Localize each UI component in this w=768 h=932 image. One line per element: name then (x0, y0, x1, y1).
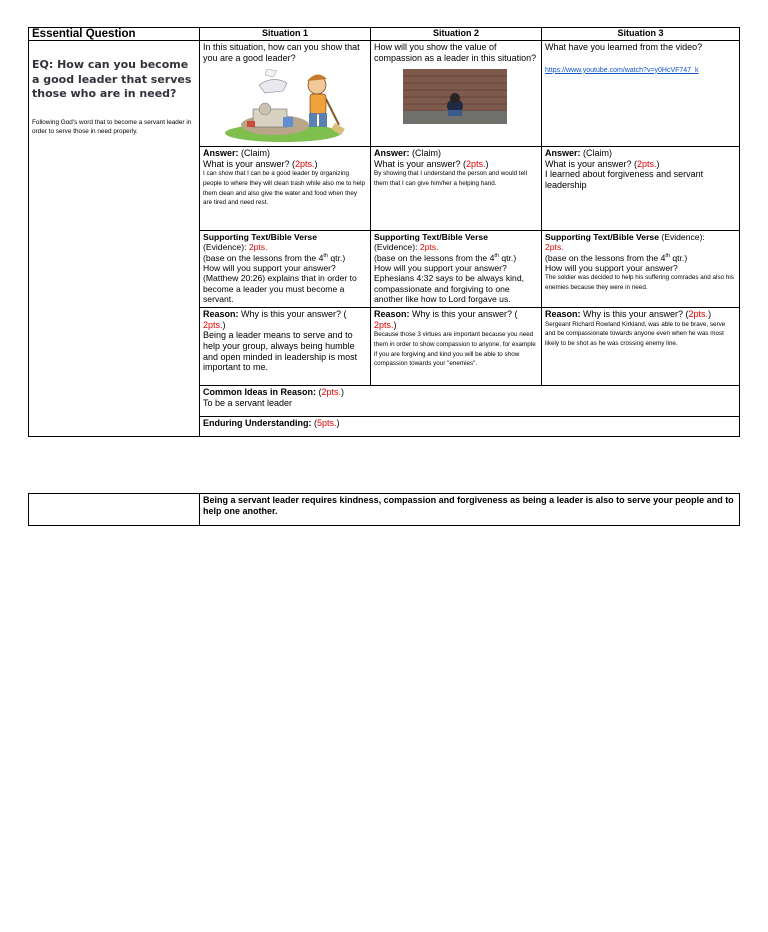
support-prompt: How will you support your answer? (545, 263, 678, 274)
support-label: Supporting Text/Bible Verse (374, 232, 488, 243)
situation-1-support: (Matthew 20:26) explains that in order to become a leader you must become a servant. (203, 273, 357, 304)
enduring-open: ( (311, 418, 317, 429)
reason-label: Reason: (203, 309, 239, 320)
points-badge: 2pts. (688, 309, 709, 320)
support-label: Supporting Text/Bible Verse (203, 232, 317, 243)
evidence-label: (Evidence): (658, 232, 705, 243)
cleanup-illustration (203, 65, 367, 145)
reason-prompt: Why is this your answer? ( (409, 309, 518, 320)
reason-prompt: Why is this your answer? ( (238, 309, 347, 320)
points-badge: 2pts. (466, 158, 486, 169)
situation-1-reason-cell (200, 308, 371, 386)
common-ideas-close: ) (341, 387, 345, 398)
sad-child-photo (374, 69, 538, 124)
common-ideas-cell (200, 386, 740, 417)
situation-2-answer: By showing that I understand the person and would tell them that I can give him/her a helping hand. (374, 170, 527, 187)
points-badge: 2pts. (248, 242, 268, 253)
answer-prompt: What is your answer? ( (374, 158, 467, 169)
answer-prompt-close: ) (656, 158, 660, 169)
enduring-understanding-answer-cell (200, 494, 740, 526)
situation-3-reason: Sergeant Richard Rowland Kirkland, was able to be brave, serve and be compassionate towards anyone even when he was most likely to be shot as he was crossing enemy line. (545, 320, 726, 347)
answer-prompt-close: ) (485, 158, 489, 169)
video-link[interactable]: https://www.youtube.com/watch?v=y0HcVF747_k (545, 66, 699, 74)
enduring-understanding-text: Being a servant leader requires kindness, compassion and forgiveness as being a leader is also to serve your people and to help one another. (203, 495, 734, 516)
situation-3-support: The soldier was decided to help his suffering comrades and also his enemies because they were in need. (545, 274, 734, 291)
points-badge: 2pts. (637, 158, 657, 169)
essential-question-header: Essential Question (29, 28, 200, 41)
enduring-understanding-table (28, 493, 740, 526)
blank-cell (29, 494, 200, 526)
base-lessons-sup: th (494, 252, 499, 259)
answer-prompt-close: ) (314, 158, 318, 169)
base-lessons-note-end: qtr.) (669, 252, 688, 263)
support-label: Supporting Text/Bible Verse (545, 232, 659, 243)
claim-label: (Claim) (580, 148, 613, 159)
common-ideas-text: To be a servant leader (203, 397, 293, 408)
answer-label: Answer: (374, 148, 410, 159)
base-lessons-note: (base on the lessons from the 4 (203, 252, 324, 263)
situation-2-support: Ephesians 4:32 says to be always kind, compassionate and forgiving to one another like how to Lord forgave us. (374, 273, 525, 304)
situation-1-question-cell (200, 41, 371, 147)
situation-2-question: How will you show the value of compassion as a leader in this situation? (374, 42, 537, 63)
answer-label: Answer: (203, 148, 239, 159)
situation-2-answer-cell (371, 147, 542, 231)
eq-title: EQ: How can you become a good leader that serves those who are in need? (32, 58, 192, 100)
reason-label: Reason: (545, 309, 581, 320)
points-badge: 2pts. (374, 319, 394, 330)
base-lessons-note-end: qtr.) (498, 252, 517, 263)
situation-2-reason: Because those 3 virtues are important because you need them in order to show compassion to anyone, for example if you are forgiving and kind you will be able to show compassion towards your "enemies". (374, 331, 536, 368)
common-ideas-label: Common Ideas in Reason: (203, 387, 317, 398)
base-lessons-sup: th (323, 252, 328, 259)
situation-3-reason-cell (542, 308, 740, 386)
reason-label: Reason: (374, 309, 410, 320)
situation-3-answer-cell (542, 147, 740, 231)
situation-3-header: Situation 3 (542, 28, 740, 41)
answer-prompt: What is your answer? ( (203, 158, 296, 169)
evidence-label: (Evidence): (374, 242, 420, 253)
evidence-label: (Evidence): (203, 242, 249, 253)
points-badge: 5pts. (317, 418, 337, 429)
base-lessons-note-end: qtr.) (327, 252, 346, 263)
eq-cell (29, 41, 200, 437)
points-badge: 2pts. (295, 158, 315, 169)
answer-prompt: What is your answer? ( (545, 158, 638, 169)
enduring-understanding-label: Enduring Understanding: (203, 418, 312, 429)
eq-note: Following God's word that to become a servant leader in order to serve those in need properly. (32, 118, 192, 135)
situation-1-answer-cell (200, 147, 371, 231)
points-badge: 2pts. (545, 242, 564, 253)
reason-prompt-close: ) (222, 319, 226, 330)
situation-1-header: Situation 1 (200, 28, 371, 41)
points-badge: 2pts. (321, 387, 342, 398)
claim-label: (Claim) (238, 148, 271, 159)
situation-3-question-cell (542, 41, 740, 147)
enduring-close: ) (336, 418, 340, 429)
situation-2-header: Situation 2 (371, 28, 542, 41)
claim-label: (Claim) (409, 148, 442, 159)
situation-1-support-cell (200, 231, 371, 308)
base-lessons-sup: th (665, 252, 670, 259)
points-badge: 2pts. (419, 242, 439, 253)
situation-3-question: What have you learned from the video? (545, 42, 703, 52)
situation-2-support-cell (371, 231, 542, 308)
situation-1-answer: I can show that I can be a good leader by organizing people to where they will clean trash while also me to help them clean and also give the water and food when they are tired and need rest. (203, 170, 366, 207)
situation-1-question: In this situation, how can you show that you are a good leader? (203, 42, 360, 63)
answer-label: Answer: (545, 148, 581, 159)
reason-prompt-close: ) (708, 309, 712, 320)
situation-1-reason: Being a leader means to serve and to help your group, always being humble and open minded in leadership is most important to me. (203, 330, 358, 373)
essential-question-table (28, 27, 740, 437)
support-prompt: How will you support your answer? (203, 263, 336, 274)
common-ideas-open: ( (316, 387, 322, 398)
support-prompt: How will you support your answer? (374, 263, 507, 274)
enduring-understanding-cell (200, 417, 740, 437)
base-lessons-note: (base on the lessons from the 4 (545, 252, 666, 263)
situation-2-reason-cell (371, 308, 542, 386)
situation-3-answer: I learned about forgiveness and servant leadership (545, 169, 704, 190)
situation-2-question-cell (371, 41, 542, 147)
reason-prompt-close: ) (393, 319, 397, 330)
reason-prompt: Why is this your answer? ( (580, 309, 689, 320)
points-badge: 2pts. (203, 319, 223, 330)
situation-3-support-cell (542, 231, 740, 308)
base-lessons-note: (base on the lessons from the 4 (374, 252, 495, 263)
